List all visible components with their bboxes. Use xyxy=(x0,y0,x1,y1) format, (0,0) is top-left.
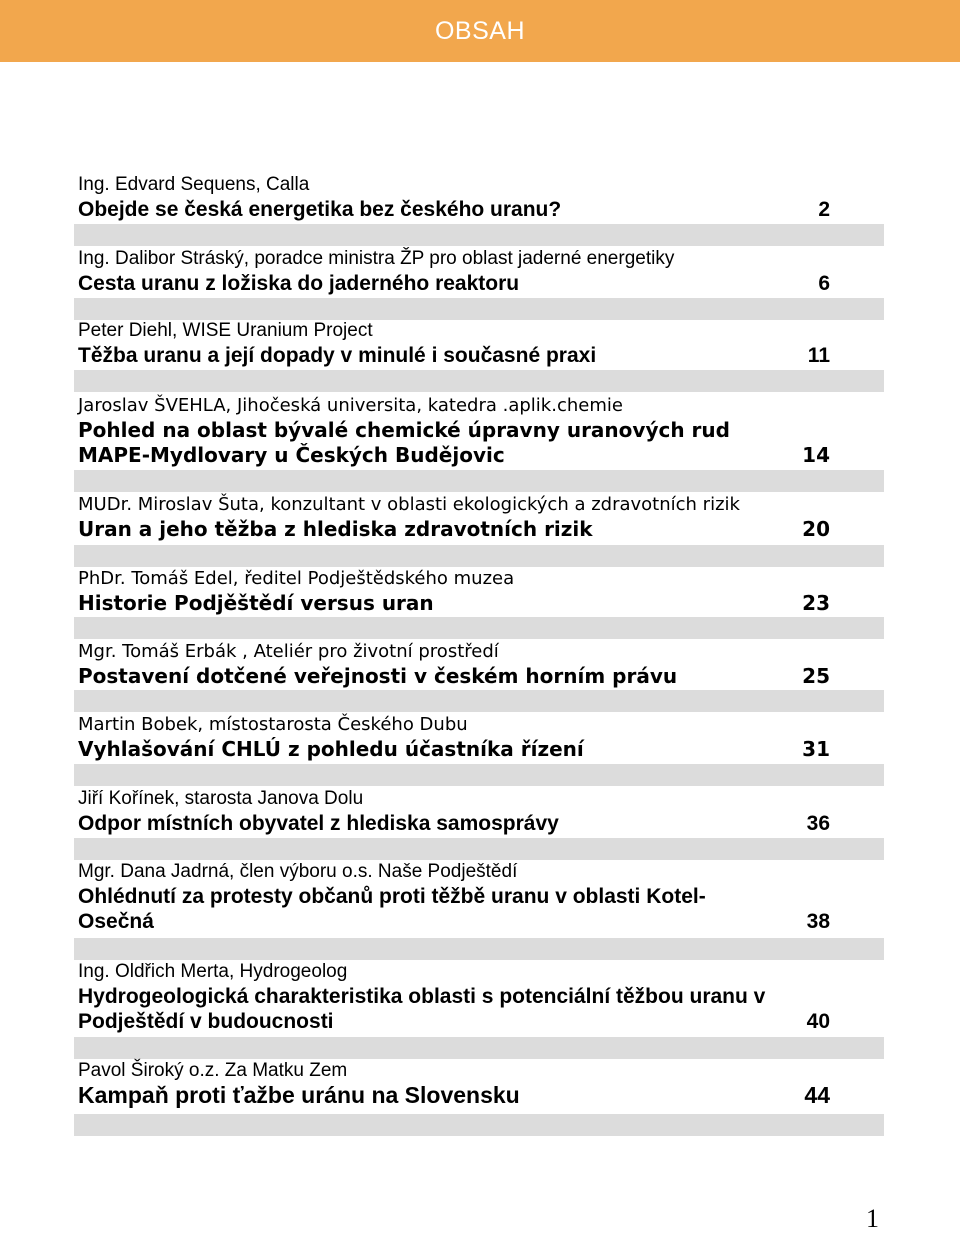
entry-page: 11 xyxy=(807,344,830,367)
entry-page: 25 xyxy=(802,664,830,688)
separator-bar xyxy=(74,1037,884,1059)
separator-bar xyxy=(74,938,884,960)
page-number: 1 xyxy=(866,1204,879,1233)
entry-title: Kampaň proti ťažbe uránu na Slovensku xyxy=(78,1082,520,1108)
entry-title: Cesta uranu z ložiska do jaderného reaktoru xyxy=(78,272,520,295)
entry-title: Odpor místních obyvatel z hlediska samosprávy xyxy=(78,812,559,835)
toc-entry[interactable] xyxy=(78,493,838,542)
separator-bar xyxy=(74,764,884,786)
toc-entry[interactable] xyxy=(78,1059,838,1108)
toc-entry[interactable] xyxy=(78,640,838,689)
entry-title: Postavení dotčené veřejnosti v českém horním právu xyxy=(78,664,678,688)
entry-author: PhDr. Tomáš Edel, ředitel Podještědského muzea xyxy=(78,568,515,589)
entry-author: Peter Diehl, WISE Uranium Project xyxy=(78,320,373,341)
separator-bar xyxy=(74,224,884,246)
toc-entry[interactable] xyxy=(78,247,838,296)
entry-title: Historie Podjěštědí versus uran xyxy=(78,591,434,615)
entry-page: 23 xyxy=(802,591,830,615)
separator-bar xyxy=(74,1114,884,1136)
separator-bar xyxy=(74,545,884,567)
entry-page: 14 xyxy=(802,443,830,467)
toc-entry[interactable] xyxy=(78,860,838,934)
entry-title: Obejde se česká energetika bez českého uranu? xyxy=(78,198,562,221)
entry-page: 36 xyxy=(806,812,830,835)
toc-entry[interactable] xyxy=(78,567,838,616)
entry-page: 2 xyxy=(818,198,830,221)
entry-page: 38 xyxy=(806,910,830,933)
toc-entry[interactable] xyxy=(78,319,838,368)
entry-page: 40 xyxy=(806,1010,830,1033)
entry-author: Mgr. Dana Jadrná, člen výboru o.s. Naše Podještědí xyxy=(78,861,518,882)
toc-entry[interactable] xyxy=(78,173,838,222)
entry-author: Mgr. Tomáš Erbák , Ateliér pro životní prostředí xyxy=(78,641,499,662)
entry-page: 6 xyxy=(818,272,830,295)
toc-entry[interactable] xyxy=(78,394,838,468)
separator-bar xyxy=(74,690,884,712)
entry-title: Hydrogeologická charakteristika oblasti s potenciální těžbou uranu v Podještědí v budoucnosti xyxy=(78,985,766,1033)
toc-entry[interactable] xyxy=(78,960,838,1034)
entry-author: Ing. Edvard Sequens, Calla xyxy=(78,174,310,195)
entry-author: Pavol Široký o.z. Za Matku Zem xyxy=(78,1060,348,1081)
header-banner xyxy=(0,0,960,62)
entry-title: Uran a jeho těžba z hlediska zdravotních rizik xyxy=(78,517,593,541)
entry-title: Těžba uranu a její dopady v minulé i současné praxi xyxy=(78,344,597,367)
entry-title: Pohled na oblast bývalé chemické úpravny uranových rud MAPE-Mydlovary u Českých Budějovic xyxy=(78,418,730,467)
toc-entry[interactable] xyxy=(78,713,838,762)
entry-author: Ing. Dalibor Stráský, poradce ministra ŽP pro oblast jaderné energetiky xyxy=(78,248,675,269)
entry-author: Jiří Kořínek, starosta Janova Dolu xyxy=(78,788,364,809)
entry-title: Ohlédnutí za protesty občanů proti těžbě uranu v oblasti Kotel-Osečná xyxy=(78,885,706,933)
separator-bar xyxy=(74,370,884,392)
entry-author: MUDr. Miroslav Šuta, konzultant v oblasti ekologických a zdravotních rizik xyxy=(78,494,740,515)
separator-bar xyxy=(74,838,884,860)
entry-author: Martin Bobek, místostarosta Českého Dubu xyxy=(78,714,468,735)
entry-author: Jaroslav ŠVEHLA, Jihočeská universita, katedra .aplik.chemie xyxy=(78,395,623,416)
entry-author: Ing. Oldřich Merta, Hydrogeolog xyxy=(78,961,348,982)
page-title: OBSAH xyxy=(434,16,526,45)
separator-bar xyxy=(74,617,884,639)
separator-bar xyxy=(74,298,884,320)
entry-title: Vyhlašování CHLÚ z pohledu účastníka řízení xyxy=(78,737,584,761)
entry-page: 20 xyxy=(802,517,830,541)
toc-entry[interactable] xyxy=(78,787,838,836)
separator-bar xyxy=(74,470,884,492)
entry-page: 31 xyxy=(802,737,830,761)
entry-page: 44 xyxy=(804,1082,830,1108)
